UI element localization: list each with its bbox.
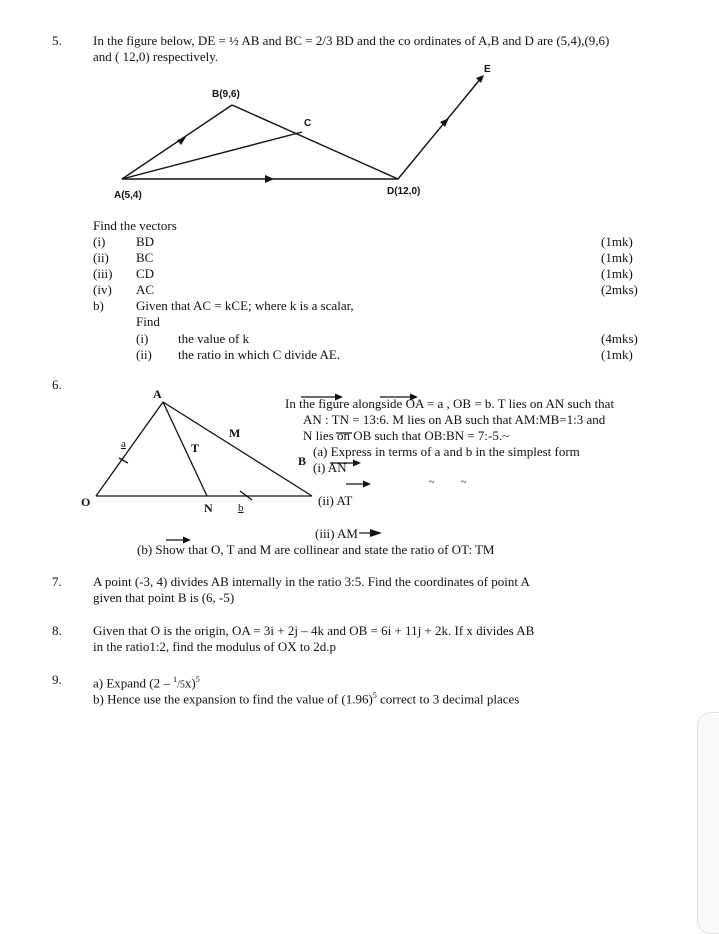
q6-intro-line3: N lies on OB such that OB:BN = 7:-5.~ [303, 428, 510, 443]
q6-label-vec-a: a [121, 438, 126, 450]
q5-number: 5. [52, 33, 62, 48]
q9-part-a: a) Expand (2 – $^1$/5x)$^5$ [93, 675, 200, 691]
q6-part-a-ii: (ii) AT [318, 493, 353, 508]
q6-label-b: B [298, 454, 307, 468]
q5-b-part-roman: (i) [136, 331, 149, 346]
q9-part-b: b) Hence use the expansion to find the value of $(1.96)^5$ correct to 3 decimal places [93, 691, 520, 707]
q5-part-text: AC [136, 282, 155, 297]
q6-vector-oa: OA [405, 396, 424, 411]
q5-b-part-marks: (4mks) [601, 331, 638, 346]
q5-label-d: D(12,0) [387, 186, 421, 197]
q9-number: 9. [52, 672, 62, 687]
q5-part-text: CD [136, 266, 155, 281]
q5-find: Find the vectors [93, 218, 177, 233]
q6-part-b: (b) Show that O, T and M are collinear and state the ratio of OT: TM [137, 542, 495, 557]
q5-part-roman: (iii) [93, 266, 113, 281]
q7-line2: given that point B is (6, -5) [93, 590, 235, 605]
q5-b-part-marks: (1mk) [601, 347, 633, 362]
q5-part-roman: (iv) [93, 282, 112, 297]
q6-label-vec-b: b [238, 502, 244, 514]
q8-line1: Given that O is the origin, OA = 3i + 2j – 4k and OB = 6i + 11j + 2k. If x divides AB [93, 623, 535, 638]
q6-line-oa [96, 402, 163, 496]
q5-part-marks: (2mks) [601, 282, 638, 297]
q6-part-a-iii: (iii) AM [315, 526, 358, 541]
q8-number: 8. [52, 623, 62, 638]
q5-part-roman: (i) [93, 234, 106, 249]
q5-b-label: b) [93, 298, 104, 313]
q5-b-part-text: the ratio in which C divide AE. [178, 347, 341, 362]
q6-stray-mark: ~ [429, 477, 435, 488]
q5-b-part-roman: (ii) [136, 347, 152, 362]
q5-part-marks: (1mk) [601, 234, 633, 249]
q6-stray-mark: ~ [461, 477, 467, 488]
q8-line2: in the ratio1:2, find the modulus of OX to 2d.p [93, 639, 337, 654]
q6-label-o: O [81, 495, 91, 509]
q6-part-a-i: (i) AN [313, 460, 347, 475]
q5-part-marks: (1mk) [601, 250, 633, 265]
q5-part-roman: (ii) [93, 250, 109, 265]
q6-part-a: (a) Express in terms of a and b in the simplest form [313, 444, 580, 459]
q6-label-t: T [191, 441, 200, 455]
q6-label-m: M [229, 426, 241, 440]
q5-line2: and ( 12,0) respectively. [93, 49, 219, 64]
q6-label-n: N [204, 501, 213, 515]
q5-line1: In the figure below, DE = ½ AB and BC = 2/3 BD and the co ordinates of A,B and D are (5,4),(9,6) [93, 33, 610, 48]
q6-intro-line1: In the figure alongside OA = a , OB = b. T lies on AN such that [285, 396, 615, 411]
q5-b-find: Find [136, 314, 160, 329]
q6-vector-ob: OB [453, 396, 472, 411]
q5-label-c: C [304, 118, 312, 129]
q6-number: 6. [52, 377, 62, 392]
q5-label-a: A(5,4) [114, 190, 142, 201]
q5-b-part-text: the value of k [178, 331, 250, 346]
q7-number: 7. [52, 574, 62, 589]
q6-label-a: A [153, 387, 162, 401]
q5-part-text: BD [136, 234, 155, 249]
page-edge-decoration [697, 712, 719, 934]
q5-label-e: E [484, 64, 491, 75]
q5-part-text: BC [136, 250, 154, 265]
q5-label-b: B(9,6) [212, 89, 240, 100]
q5-b-text: Given that AC = kCE; where k is a scalar, [136, 298, 354, 313]
q6-intro-line2: AN : TN = 13:6. M lies on AB such that AM:MB=1:3 and [303, 412, 606, 427]
q5-part-marks: (1mk) [601, 266, 633, 281]
q7-line1: A point (-3, 4) divides AB internally in the ratio 3:5. Find the coordinates of point A [93, 574, 530, 589]
